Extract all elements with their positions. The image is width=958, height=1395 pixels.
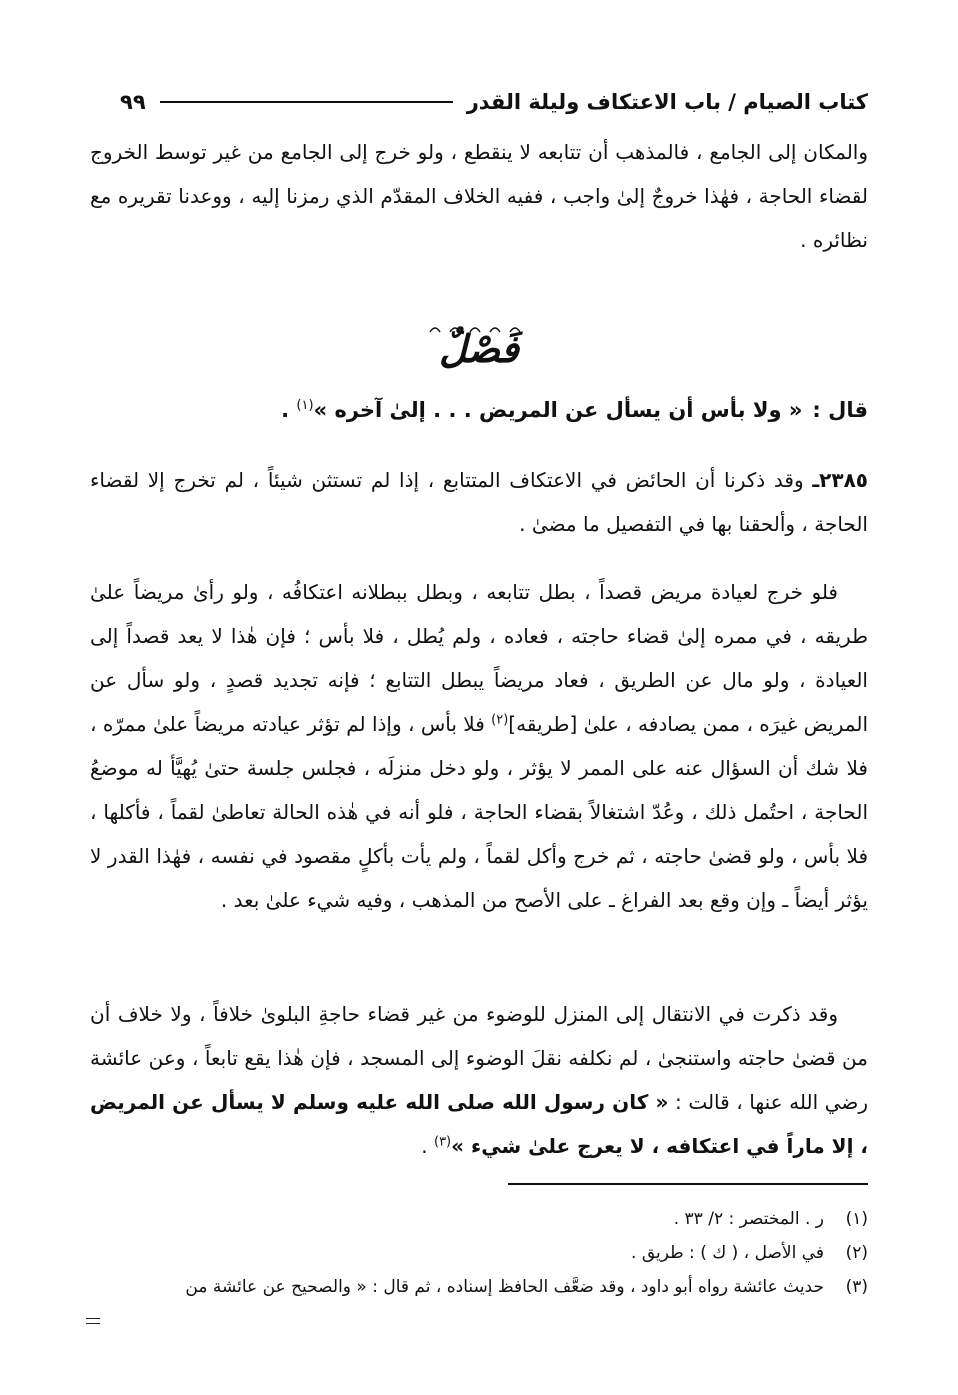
footnote [90, 1270, 868, 1304]
footnote-text: ر . المختصر : ٢/ ٣٣ . [673, 1209, 824, 1229]
footnote [90, 1236, 868, 1270]
footnote-ref: (٢) [491, 712, 509, 728]
paragraph-body [90, 570, 868, 922]
paragraph-text: فلو خرج لعيادة مريض قصداً ، بطل تتابعه ، وبطل ببطلانه اعتكافُه ، ولو رأىٰ مريضاً علىٰ طريقه ، في ممره إلىٰ قضاء حاجته ، فعاده ، ولم يُطل ، فلا بأس ؛ فإن هٰذا لا يعد قصداً إلى العيادة ، ولو مال عن الطريق ، فعاد مريضاً يبطل التتابع ؛ فإنه تجديد قصدٍ ، ولو سأل عن المريض غيرَه ، ممن يصادفه ، علىٰ [طريقه] [90, 580, 869, 736]
qal-lead: قال : [812, 398, 868, 422]
footnote-number: (٢) [845, 1243, 868, 1263]
footnotes [90, 1202, 868, 1304]
header-rule [160, 101, 453, 103]
footnote-number: (٣) [845, 1277, 868, 1297]
paragraph-text: وقد ذكرت في الانتقال إلى المنزل للوضوء من غير قضاء حاجةِ البلوىٰ خلافاً ، ولا خلاف أن من قضىٰ حاجته واستنجىٰ ، لم نكلفه نقلَ الوضوء إلى المسجد ، فإن هٰذا يقع تابعاً ، وعن عائشة رضي الله عنها ، قالت : [90, 1002, 868, 1114]
footnote-ref: (١) [296, 398, 314, 413]
qal-text: « ولا بأس أن يسأل عن المريض . . . إلىٰ آخره » [313, 398, 803, 422]
paragraph-continuation: والمكان إلى الجامع ، فالمذهب أن تتابعه لا ينقطع ، ولو خرج إلى الجامع من غير توسط الخروج لقضاء الحاجة ، فهٰذا خروجٌ إلىٰ واجب ، ففيه الخلاف المقدّم الذي رمزنا إليه ، ووعدنا تقريره مع نظائره . [90, 140, 868, 252]
footnote-ref: (٣) [433, 1134, 452, 1150]
paragraph-end: . [421, 1134, 434, 1158]
paragraph-text: فلا بأس ، وإذا لم تؤثر عيادته مريضاً علىٰ ممرّه ، فلا شك أن السؤال عنه على الممر لا يؤثر ، ولو دخل منزلَه ، فجلس جلسة حتىٰ يُهيَّأ له موضعُ الحاجة ، احتُمل ذلك ، وعُدّ اشتغالاً بقضاء الحاجة ، فلو أنه في هٰذه الحالة تعاطىٰ لقماً ، فأكلها ، فلا بأس ، ولو قضىٰ حاجته ، ثم خرج وأكل لقماً ، ولم يأت بأكلٍ مقصود في نفسه ، فهٰذا القدر لا يؤثر أيضاً ـ وإن وقع بعد الفراغ ـ على الأصح من المذهب ، وفيه شيء علىٰ بعد . [90, 712, 868, 912]
paragraph-body [90, 992, 868, 1168]
paragraph-number: ٢٣٨٥ـ [812, 468, 868, 492]
footnote-number: (١) [845, 1209, 868, 1229]
quoted-statement [90, 384, 868, 436]
footnote-separator [508, 1183, 868, 1185]
footnote-text: في الأصل ، ( ك ) : طريق . [631, 1243, 824, 1263]
page-number: ٩٩ [120, 90, 146, 114]
footnote [90, 1202, 868, 1236]
chapter-title: كتاب الصيام / باب الاعتكاف وليلة القدر [466, 90, 868, 114]
section-title-text: فَصْلٌ [439, 325, 519, 371]
footnote-text: حديث عائشة رواه أبو داود ، وقد ضعَّف الحافظ إسناده ، ثم قال : « والصحيح عن عائشة من [185, 1277, 824, 1297]
paragraph-text: وقد ذكرنا أن الحائض في الاعتكاف المتتابع ، إذا لم تستثن شيئاً ، لم تخرج إلا لقضاء الحاجة ، وألحقنا بها في التفصيل ما مضىٰ . [90, 468, 868, 536]
paragraph-numbered [90, 458, 868, 546]
running-header [120, 84, 868, 120]
section-title [379, 320, 579, 376]
continuation-mark [86, 1318, 100, 1324]
qal-end: . [281, 398, 297, 422]
hadith-quote: « كان رسول الله صلى الله عليه وسلم لا يسأل عن المريض ، إلا ماراً في اعتكافه ، لا يعرج علىٰ شيء » [90, 1090, 868, 1158]
